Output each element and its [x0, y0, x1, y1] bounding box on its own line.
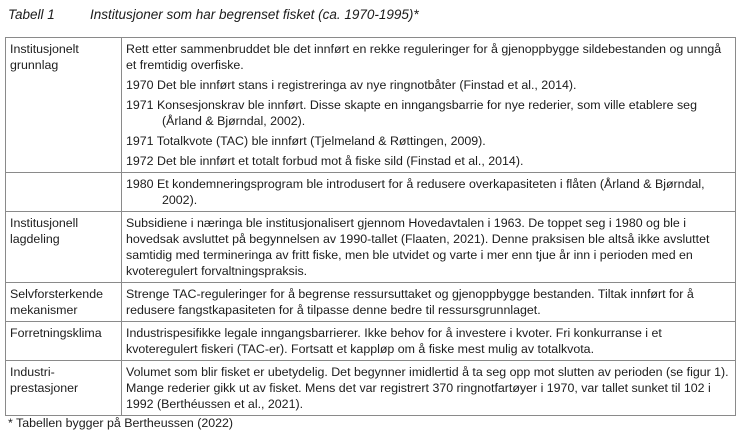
paragraph: 1971 Totalkvote (TAC) ble innført (Tjelmeland & Røttingen, 2009). [126, 134, 486, 148]
row-label: Industri-prestasjoner [6, 361, 122, 416]
paragraph: 1972 Det ble innført et totalt forbud mot å fiske sild (Finstad et al., 2014). [126, 154, 524, 168]
table-row [6, 212, 736, 283]
row-content [122, 173, 736, 212]
table-row [6, 361, 736, 416]
institutions-table [5, 37, 736, 416]
paragraph: 1970 Det ble innført stans i registreringa av nye ringnotbåter (Finstad et al., 2014). [126, 78, 577, 92]
row-label: Selvforsterkende mekanismer [6, 283, 122, 322]
paragraph: 1980 Et kondemneringsprogram ble introdusert for å redusere overkapasiteten i flåten (Årland & Bjørndal, 2002). [126, 177, 705, 207]
row-content [122, 38, 736, 173]
row-label [6, 173, 122, 212]
row-content [122, 322, 736, 361]
table-title: Institusjoner som har begrenset fisket (ca. 1970-1995)* [90, 7, 419, 22]
row-label: Forretningsklima [6, 322, 122, 361]
paragraph: Volumet som blir fisket er ubetydelig. Det begynner imidlertid å ta seg opp mot slutten av perioden (se figur 1). Mange rederier gikk ut av fisket. Mens det var registrert 370 ringnotfartøyer i 1970, var tallet sunket til 102 i 1992 (Berthéussen et al., 2021). [126, 365, 729, 411]
table-row [6, 38, 736, 173]
paragraph: Strenge TAC-reguleringer for å begrense ressursuttaket og gjenoppbygge bestanden. Tiltak innført for å redusere fangstkapasiteten for å tilpasse denne bedre til ressursgrunnlaget. [126, 287, 694, 317]
table-footnote: * Tabellen bygger på Bertheussen (2022) [8, 416, 234, 430]
table-caption [8, 7, 419, 22]
row-content [122, 283, 736, 322]
paragraph: Subsidiene i næringa ble institusjonalisert gjennom Hovedavtalen i 1963. De toppet seg i 1980 og ble i hovedsak avsluttet på begynnelsen av 1990-tallet (Flaaten, 2021). Denne praksisen ble altså ikke avsluttet samtidig med termineringa av fritt fiske, men ble utvidet og varte i mer enn tjue år inn i perioden med en kvoteregulert forvaltningspraksis. [126, 216, 710, 278]
table-row [6, 283, 736, 322]
paragraph: Rett etter sammenbruddet ble det innført en rekke reguleringer for å gjenoppbygge sildebestanden og unngå et fremtidig overfiske. [126, 42, 722, 72]
paragraph: Industrispesifikke legale inngangsbarrierer. Ikke behov for å investere i kvoter. Fri konkurranse i et kvoteregulert fiskeri (TAC-er). Fortsatt et kappløp om å fiske mest mulig av totalkvota. [126, 326, 662, 356]
row-label: Institusjonell lagdeling [6, 212, 122, 283]
row-content [122, 212, 736, 283]
table-row [6, 322, 736, 361]
table-row [6, 173, 736, 212]
row-label: Institusjonelt grunnlag [6, 38, 122, 173]
paragraph: 1971 Konsesjonskrav ble innført. Disse skapte en inngangsbarrie for nye rederier, som ville etablere seg (Årland & Bjørndal, 2002). [126, 98, 697, 128]
table-number: Tabell 1 [8, 7, 55, 22]
row-content [122, 361, 736, 416]
